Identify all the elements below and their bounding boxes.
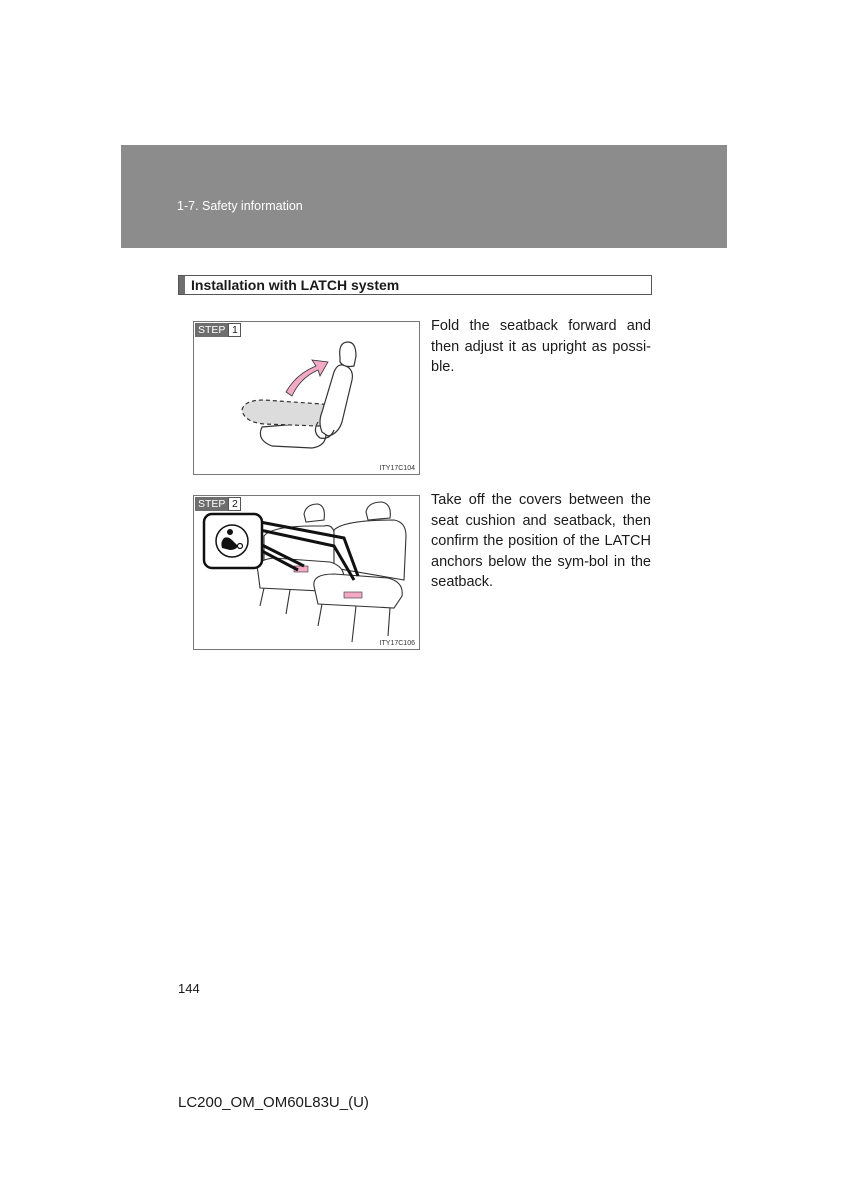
figure-code: ITY17C106 — [379, 640, 415, 647]
step-2-text: Take off the covers between the seat cushion and seatback, then confirm the position of the LATCH anchors below the sym-bol in the seatback. — [431, 492, 651, 590]
step-1-text: Fold the seatback forward and then adjust it as upright as possi-ble. — [431, 318, 651, 375]
step-label: STEP — [195, 323, 228, 337]
section-title: 1-7. Safety information — [177, 199, 303, 213]
step-tag-2 — [195, 497, 241, 511]
step-tag-1 — [195, 323, 241, 337]
step-number: 2 — [228, 497, 241, 511]
rear-seat-illustration — [194, 496, 419, 649]
step-number: 1 — [228, 323, 241, 337]
header-band — [121, 145, 727, 248]
step-label: STEP — [195, 497, 228, 511]
figure-step-1 — [193, 321, 420, 475]
subheading-marker — [179, 276, 185, 294]
document-code: LC200_OM_OM60L83U_(U) — [178, 1094, 369, 1111]
figure-code: ITY17C104 — [379, 465, 415, 472]
seat-fold-illustration — [194, 322, 419, 474]
subheading-title: Installation with LATCH system — [191, 277, 400, 293]
subheading-box — [178, 275, 652, 295]
page-number: 144 — [178, 981, 200, 996]
fold-arrow-icon — [286, 360, 328, 396]
figure-step-2 — [193, 495, 420, 650]
